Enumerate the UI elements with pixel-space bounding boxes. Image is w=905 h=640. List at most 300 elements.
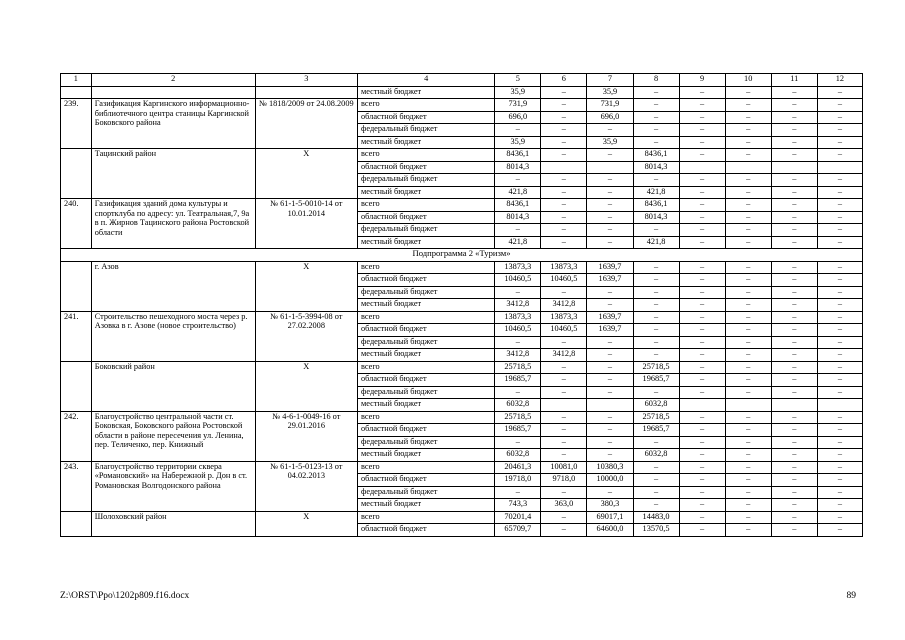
value-cell: – [541, 124, 587, 137]
value-cell: – [541, 524, 587, 537]
value-cell: – [771, 211, 817, 224]
value-cell: – [725, 199, 771, 212]
item-name: Боковский район [91, 361, 255, 411]
value-cell [541, 161, 587, 174]
value-cell: 69017,1 [587, 511, 633, 524]
value-cell: – [679, 449, 725, 462]
value-cell: – [725, 349, 771, 362]
table-row [61, 461, 863, 474]
value-cell: – [725, 336, 771, 349]
value-cell: – [771, 524, 817, 537]
value-cell: 696,0 [587, 111, 633, 124]
item-number [61, 149, 92, 199]
value-cell: – [587, 349, 633, 362]
value-cell: – [817, 224, 862, 237]
value-cell: – [541, 174, 587, 187]
value-cell: – [771, 349, 817, 362]
value-cell: – [587, 124, 633, 137]
value-cell: – [587, 186, 633, 199]
value-cell: – [817, 186, 862, 199]
item-name: Газификация зданий дома культуры и спортклуба по адресу: ул. Театральная,7, 9а в п. Жирнов Тацинского района Ростовской области [91, 199, 255, 249]
value-cell: – [587, 436, 633, 449]
value-cell: – [817, 236, 862, 249]
fund-cell: местный бюджет [358, 236, 495, 249]
value-cell: 70201,4 [495, 511, 541, 524]
fund-cell: местный бюджет [358, 136, 495, 149]
fund-cell: областной бюджет [358, 111, 495, 124]
value-cell: – [679, 336, 725, 349]
value-cell: – [679, 111, 725, 124]
fund-cell: всего [358, 461, 495, 474]
fund-cell: областной бюджет [358, 274, 495, 287]
value-cell: – [633, 324, 679, 337]
value-cell: – [541, 99, 587, 112]
subprogram-row [61, 249, 863, 262]
value-cell [587, 161, 633, 174]
fund-cell: федеральный бюджет [358, 174, 495, 187]
value-cell: – [817, 411, 862, 424]
fund-cell: федеральный бюджет [358, 336, 495, 349]
item-name: Шолоховский район [91, 511, 255, 536]
value-cell: 731,9 [587, 99, 633, 112]
value-cell: 421,8 [633, 186, 679, 199]
subprogram-title: Подпрограмма 2 «Туризм» [61, 249, 863, 262]
fund-cell: областной бюджет [358, 524, 495, 537]
value-cell [725, 161, 771, 174]
fund-cell: всего [358, 99, 495, 112]
value-cell: – [633, 261, 679, 274]
fund-cell: федеральный бюджет [358, 224, 495, 237]
fund-cell: всего [358, 261, 495, 274]
value-cell: 19685,7 [495, 374, 541, 387]
value-cell: – [679, 186, 725, 199]
value-cell: 3412,8 [541, 349, 587, 362]
value-cell: – [679, 499, 725, 512]
value-cell: – [725, 274, 771, 287]
value-cell: – [817, 524, 862, 537]
value-cell: – [817, 111, 862, 124]
value-cell: – [587, 174, 633, 187]
value-cell: – [817, 211, 862, 224]
value-cell: – [725, 299, 771, 312]
value-cell: – [679, 411, 725, 424]
number-cell [61, 86, 92, 99]
value-cell: – [817, 86, 862, 99]
value-cell: – [771, 286, 817, 299]
value-cell: – [495, 124, 541, 137]
value-cell: 14483,0 [633, 511, 679, 524]
value-cell: – [679, 136, 725, 149]
column-header: 8 [633, 74, 679, 87]
value-cell: 8436,1 [633, 199, 679, 212]
column-header: 3 [255, 74, 357, 87]
value-cell: – [725, 111, 771, 124]
table-row [61, 411, 863, 424]
value-cell: 8436,1 [495, 149, 541, 162]
value-cell: 10460,5 [495, 274, 541, 287]
value-cell: – [495, 224, 541, 237]
value-cell: – [817, 199, 862, 212]
value-cell: – [817, 449, 862, 462]
value-cell: 6032,8 [633, 399, 679, 412]
item-number: 243. [61, 461, 92, 511]
value-cell: 8014,3 [495, 161, 541, 174]
value-cell: – [633, 311, 679, 324]
value-cell: – [679, 461, 725, 474]
value-cell: – [679, 374, 725, 387]
value-cell: – [771, 136, 817, 149]
value-cell: – [725, 324, 771, 337]
fund-cell: областной бюджет [358, 474, 495, 487]
value-cell: – [817, 461, 862, 474]
value-cell: – [679, 99, 725, 112]
value-cell: – [817, 286, 862, 299]
value-cell: – [541, 149, 587, 162]
value-cell: – [679, 149, 725, 162]
value-cell: – [633, 349, 679, 362]
value-cell: – [633, 299, 679, 312]
value-cell: – [679, 524, 725, 537]
value-cell: – [541, 374, 587, 387]
value-cell: – [633, 99, 679, 112]
value-cell: – [587, 374, 633, 387]
column-header: 4 [358, 74, 495, 87]
value-cell: – [541, 236, 587, 249]
value-cell: 13873,3 [495, 311, 541, 324]
value-cell: 8014,3 [633, 161, 679, 174]
page-number: 89 [846, 591, 856, 601]
value-cell [725, 399, 771, 412]
value-cell: – [633, 486, 679, 499]
value-cell: – [633, 436, 679, 449]
value-cell: – [771, 261, 817, 274]
value-cell: – [679, 486, 725, 499]
value-cell: – [679, 299, 725, 312]
value-cell: – [817, 386, 862, 399]
value-cell: 421,8 [495, 186, 541, 199]
table-row [61, 311, 863, 324]
value-cell: – [633, 461, 679, 474]
value-cell: 25718,5 [633, 361, 679, 374]
value-cell: – [725, 236, 771, 249]
fund-cell: местный бюджет [358, 299, 495, 312]
fund-cell: федеральный бюджет [358, 286, 495, 299]
value-cell: – [771, 424, 817, 437]
fund-cell: всего [358, 361, 495, 374]
value-cell: – [771, 449, 817, 462]
value-cell: – [771, 511, 817, 524]
value-cell [771, 399, 817, 412]
value-cell: – [817, 124, 862, 137]
fund-cell: местный бюджет [358, 186, 495, 199]
value-cell: 19685,7 [633, 374, 679, 387]
value-cell: – [771, 86, 817, 99]
table-row [61, 86, 863, 99]
value-cell: 19718,0 [495, 474, 541, 487]
column-header: 11 [771, 74, 817, 87]
value-cell: – [541, 486, 587, 499]
value-cell: – [587, 199, 633, 212]
value-cell: – [679, 274, 725, 287]
value-cell: – [633, 111, 679, 124]
value-cell: – [725, 474, 771, 487]
value-cell: – [771, 236, 817, 249]
item-number [61, 261, 92, 311]
value-cell: – [725, 211, 771, 224]
value-cell: – [679, 311, 725, 324]
value-cell: – [725, 261, 771, 274]
value-cell: – [771, 311, 817, 324]
value-cell: 8436,1 [495, 199, 541, 212]
value-cell: – [679, 511, 725, 524]
column-header: 1 [61, 74, 92, 87]
value-cell: – [541, 511, 587, 524]
value-cell: 13873,3 [495, 261, 541, 274]
value-cell: – [725, 386, 771, 399]
value-cell: – [587, 211, 633, 224]
value-cell: – [771, 149, 817, 162]
value-cell: – [817, 261, 862, 274]
value-cell: 25718,5 [495, 361, 541, 374]
fund-cell: всего [358, 199, 495, 212]
value-cell: 10000,0 [587, 474, 633, 487]
value-cell: 19685,7 [633, 424, 679, 437]
column-header: 5 [495, 74, 541, 87]
value-cell: – [587, 286, 633, 299]
value-cell: – [541, 86, 587, 99]
value-cell: – [587, 361, 633, 374]
value-cell: – [679, 361, 725, 374]
value-cell [541, 399, 587, 412]
value-cell: – [725, 311, 771, 324]
value-cell: – [679, 436, 725, 449]
value-cell: – [679, 386, 725, 399]
value-cell: 10081,0 [541, 461, 587, 474]
value-cell: – [495, 174, 541, 187]
value-cell: – [679, 124, 725, 137]
table-row [61, 149, 863, 162]
value-cell: 8014,3 [633, 211, 679, 224]
fund-cell: местный бюджет [358, 449, 495, 462]
value-cell: – [541, 286, 587, 299]
value-cell: – [817, 174, 862, 187]
value-cell: – [771, 374, 817, 387]
value-cell: – [771, 411, 817, 424]
value-cell: – [725, 511, 771, 524]
value-cell: 1639,7 [587, 274, 633, 287]
value-cell: – [725, 374, 771, 387]
item-number [61, 511, 92, 536]
value-cell: – [587, 149, 633, 162]
value-cell: – [679, 286, 725, 299]
table-row [61, 361, 863, 374]
value-cell: – [817, 99, 862, 112]
value-cell: – [725, 411, 771, 424]
value-cell: – [679, 324, 725, 337]
value-cell: – [771, 224, 817, 237]
value-cell: – [725, 86, 771, 99]
item-number [61, 361, 92, 411]
fund-cell: местный бюджет [358, 399, 495, 412]
value-cell: 10460,5 [541, 324, 587, 337]
fund-cell: всего [358, 511, 495, 524]
item-number: 240. [61, 199, 92, 249]
value-cell: – [725, 461, 771, 474]
column-header: 12 [817, 74, 862, 87]
table-row [61, 199, 863, 212]
value-cell: – [771, 174, 817, 187]
item-document: № 61-1-5-0010-14 от 10.01.2014 [255, 199, 357, 249]
value-cell: – [771, 336, 817, 349]
item-name: Тацинский район [91, 149, 255, 199]
fund-cell: областной бюджет [358, 324, 495, 337]
value-cell: – [817, 274, 862, 287]
value-cell: – [725, 174, 771, 187]
value-cell: 35,9 [587, 86, 633, 99]
value-cell: – [679, 474, 725, 487]
value-cell: – [817, 336, 862, 349]
value-cell: – [817, 424, 862, 437]
table-row [61, 511, 863, 524]
value-cell: – [633, 86, 679, 99]
value-cell: – [771, 361, 817, 374]
value-cell: 35,9 [495, 86, 541, 99]
column-header: 9 [679, 74, 725, 87]
value-cell: – [541, 211, 587, 224]
value-cell: – [817, 499, 862, 512]
fund-cell: областной бюджет [358, 161, 495, 174]
value-cell: – [771, 274, 817, 287]
value-cell: – [633, 474, 679, 487]
value-cell: 10380,3 [587, 461, 633, 474]
table-row [61, 261, 863, 274]
fund-cell: местный бюджет [358, 349, 495, 362]
value-cell: 20461,3 [495, 461, 541, 474]
value-cell: – [771, 474, 817, 487]
value-cell [817, 161, 862, 174]
value-cell: 19685,7 [495, 424, 541, 437]
value-cell: – [587, 486, 633, 499]
value-cell: – [771, 461, 817, 474]
value-cell: – [679, 174, 725, 187]
value-cell: – [633, 224, 679, 237]
value-cell: 9718,0 [541, 474, 587, 487]
value-cell: 1639,7 [587, 311, 633, 324]
value-cell: – [541, 386, 587, 399]
value-cell: – [817, 511, 862, 524]
value-cell: 1639,7 [587, 261, 633, 274]
value-cell: – [587, 236, 633, 249]
value-cell [817, 399, 862, 412]
value-cell: – [725, 136, 771, 149]
value-cell: 731,9 [495, 99, 541, 112]
value-cell: – [817, 486, 862, 499]
value-cell: – [725, 149, 771, 162]
value-cell: – [541, 111, 587, 124]
value-cell: – [725, 436, 771, 449]
value-cell: – [495, 336, 541, 349]
fund-cell: областной бюджет [358, 211, 495, 224]
value-cell: 6032,8 [495, 449, 541, 462]
value-cell: – [771, 299, 817, 312]
value-cell: – [679, 224, 725, 237]
value-cell: – [771, 199, 817, 212]
fund-cell: всего [358, 149, 495, 162]
value-cell [587, 399, 633, 412]
value-cell: – [587, 386, 633, 399]
fund-cell: федеральный бюджет [358, 486, 495, 499]
item-document: Х [255, 149, 357, 199]
value-cell: – [725, 449, 771, 462]
fund-cell: всего [358, 411, 495, 424]
value-cell: 10460,5 [495, 324, 541, 337]
value-cell: 3412,8 [495, 299, 541, 312]
value-cell: – [541, 449, 587, 462]
value-cell: 35,9 [495, 136, 541, 149]
doc-cell [255, 86, 357, 99]
value-cell: – [771, 386, 817, 399]
value-cell: – [725, 424, 771, 437]
column-header: 2 [91, 74, 255, 87]
item-document: № 4-6-1-0049-16 от 29.01.2016 [255, 411, 357, 461]
value-cell: – [633, 124, 679, 137]
value-cell: 65709,7 [495, 524, 541, 537]
value-cell: – [725, 99, 771, 112]
value-cell: – [725, 486, 771, 499]
value-cell: 10460,5 [541, 274, 587, 287]
value-cell: – [495, 386, 541, 399]
value-cell: – [771, 324, 817, 337]
value-cell [771, 161, 817, 174]
value-cell: – [725, 224, 771, 237]
value-cell: – [817, 474, 862, 487]
item-number: 242. [61, 411, 92, 461]
item-document: № 1818/2009 от 24.08.2009 [255, 99, 357, 149]
file-path: Z:\ORST\Ppo\1202p809.f16.docx [60, 591, 190, 601]
value-cell: – [817, 361, 862, 374]
item-document: Х [255, 361, 357, 411]
value-cell: – [679, 86, 725, 99]
table-row [61, 99, 863, 112]
value-cell: – [541, 436, 587, 449]
value-cell: 743,3 [495, 499, 541, 512]
value-cell: 380,3 [587, 499, 633, 512]
value-cell: – [587, 336, 633, 349]
value-cell: – [817, 311, 862, 324]
value-cell: – [817, 299, 862, 312]
item-document: № 61-1-5-0123-13 от 04.02.2013 [255, 461, 357, 511]
value-cell: – [771, 124, 817, 137]
value-cell: – [679, 349, 725, 362]
value-cell: – [495, 286, 541, 299]
value-cell: – [587, 224, 633, 237]
name-cell [91, 86, 255, 99]
value-cell: – [771, 186, 817, 199]
fund-cell: областной бюджет [358, 374, 495, 387]
value-cell: 8014,3 [495, 211, 541, 224]
value-cell: – [817, 324, 862, 337]
value-cell: – [587, 449, 633, 462]
value-cell: 25718,5 [495, 411, 541, 424]
value-cell: – [633, 336, 679, 349]
value-cell: – [725, 186, 771, 199]
value-cell: – [679, 236, 725, 249]
value-cell: – [587, 299, 633, 312]
value-cell: – [587, 424, 633, 437]
value-cell: – [541, 336, 587, 349]
value-cell: – [541, 224, 587, 237]
value-cell: – [771, 499, 817, 512]
